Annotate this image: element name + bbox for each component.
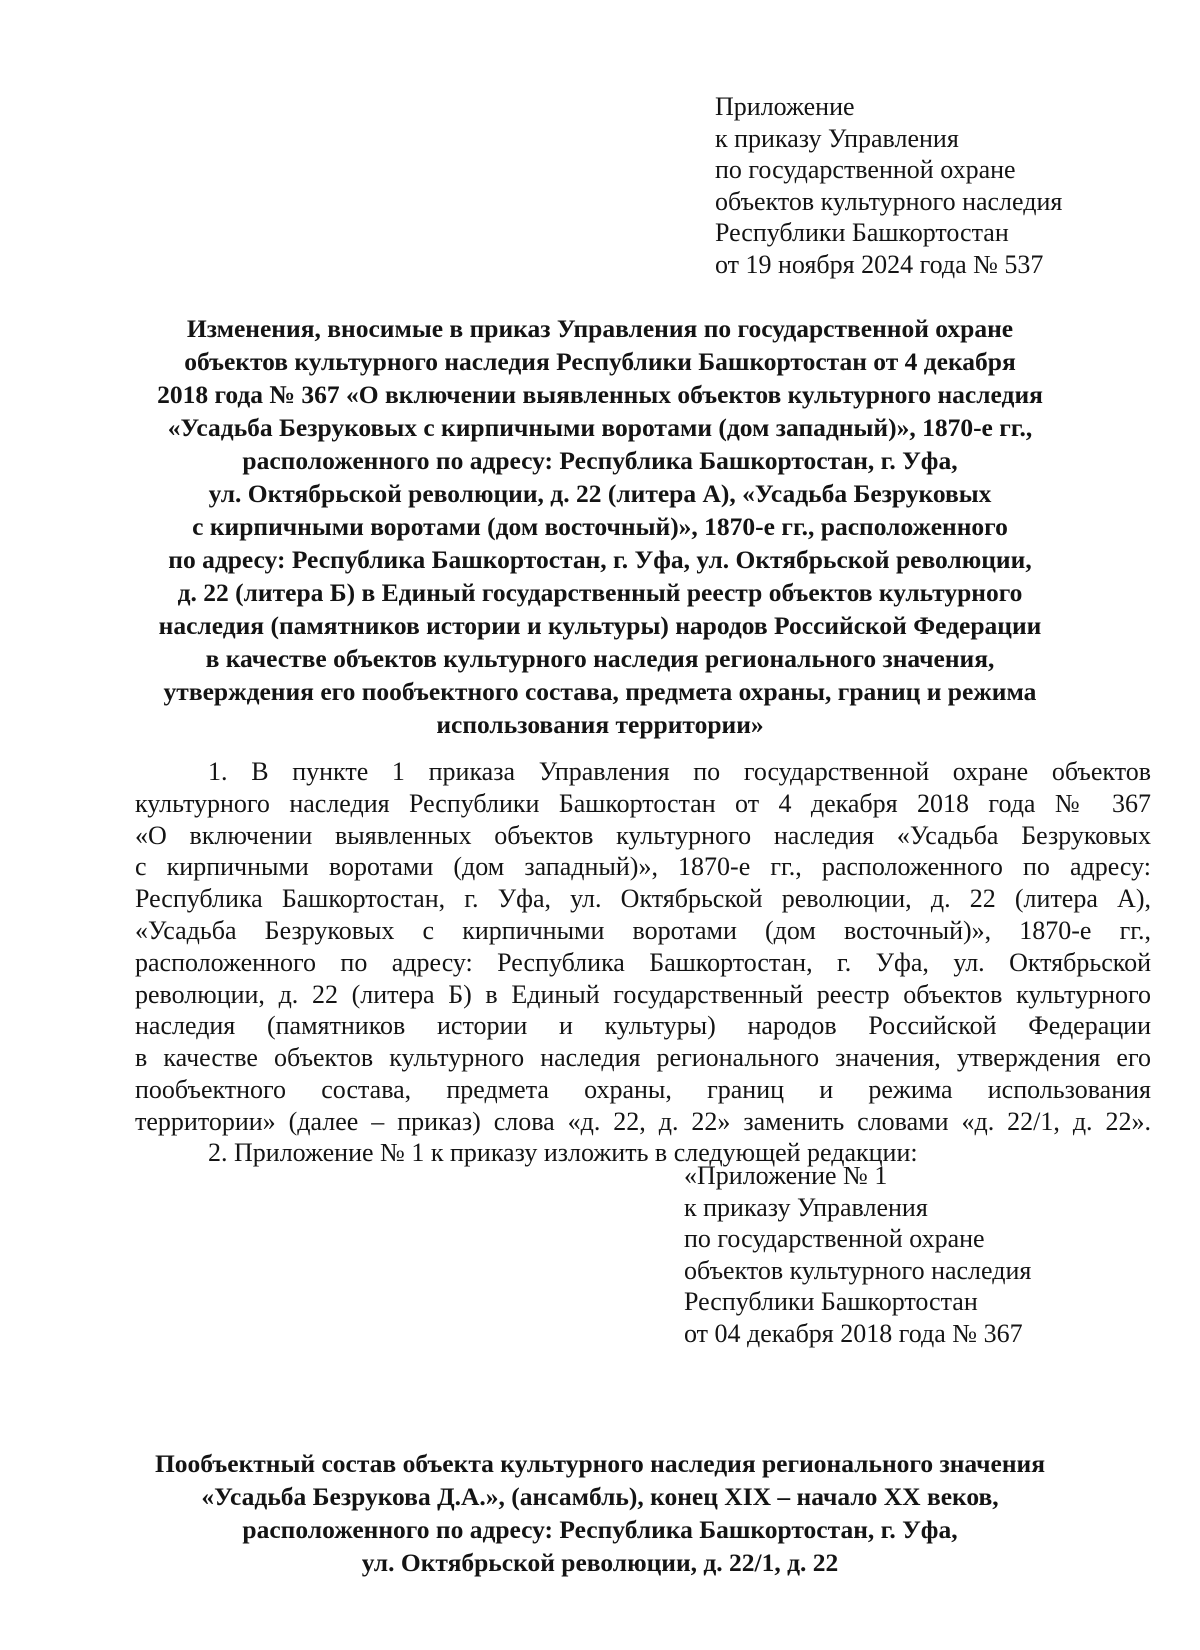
title-line: ул. Октябрьской революции, д. 22 (литера А), «Усадьба Безруковых xyxy=(208,479,992,508)
quoted-note-line: к приказу Управления xyxy=(684,1192,928,1222)
title-line: объектов культурного наследия Республики Башкортостан от 4 декабря xyxy=(184,347,1016,376)
title-line: 2018 года № 367 «О включении выявленных объектов культурного наследия xyxy=(157,380,1043,409)
title-line: «Усадьба Безруковых с кирпичными воротами (дом западный)», 1870-е гг., xyxy=(167,413,1033,442)
paragraph-line: с кирпичными воротами (дом западный)», 1870-е гг., расположенного по адресу: xyxy=(135,852,1151,882)
title-line: с кирпичными воротами (дом восточный)», 1870-е гг., расположенного xyxy=(192,512,1008,541)
title-line: расположенного по адресу: Республика Башкортостан, г. Уфа, xyxy=(242,446,958,475)
subtitle-line: расположенного по адресу: Республика Башкортостан, г. Уфа, xyxy=(242,1515,958,1544)
quoted-attachment-note xyxy=(684,1160,1031,1349)
title-line: Изменения, вносимые в приказ Управления по государственной охране xyxy=(186,314,1014,343)
attachment-note xyxy=(715,91,1062,280)
paragraph-line: пообъектного состава, предмета охраны, границ и режима использования xyxy=(135,1074,1151,1104)
paragraph-line: «Усадьба Безруковых с кирпичными воротами (дом восточный)», 1870-е гг., xyxy=(135,915,1151,945)
paragraph-1 xyxy=(135,756,1151,1138)
attachment-note-line: Республики Башкортостан xyxy=(715,218,1009,247)
composition-title xyxy=(130,1447,1070,1579)
paragraph-line: расположенного по адресу: Республика Башкортостан, г. Уфа, ул. Октябрьской xyxy=(135,947,1151,977)
paragraph-line: революции, д. 22 (литера Б) в Единый государственный реестр объектов культурного xyxy=(135,979,1151,1009)
title-line: в качестве объектов культурного наследия регионального значения, xyxy=(205,644,995,673)
quoted-note-line: Республики Башкортостан xyxy=(684,1287,978,1316)
title-line: наследия (памятников истории и культуры) народов Российской Федерации xyxy=(158,611,1042,640)
paragraph-line: наследия (памятников истории и культуры) народов Российской Федерации xyxy=(135,1011,1151,1041)
quoted-note-line: объектов культурного наследия xyxy=(684,1255,1032,1285)
quoted-note-line: по государственной охране xyxy=(684,1224,985,1253)
title-line: утверждения его пообъектного состава, предмета охраны, границ и режима xyxy=(163,677,1037,706)
paragraph-line: культурного наследия Республики Башкортостан от 4 декабря 2018 года № 367 xyxy=(135,788,1151,818)
paragraph-line: территории» (далее – приказ) слова «д. 22, д. 22» заменить словами «д. 22/1, д. 22». xyxy=(135,1106,1151,1136)
paragraph-line: Республика Башкортостан, г. Уфа, ул. Октябрьской революции, д. 22 (литера А), xyxy=(135,884,1151,914)
attachment-note-line: от 19 ноября 2024 года № 537 xyxy=(715,249,1044,279)
attachment-note-line: по государственной охране xyxy=(715,155,1016,184)
title-line: по адресу: Республика Башкортостан, г. Уфа, ул. Октябрьской революции, xyxy=(168,545,1032,574)
attachment-note-line: объектов культурного наследия xyxy=(715,186,1063,216)
subtitle-line: ул. Октябрьской революции, д. 22/1, д. 22 xyxy=(361,1548,839,1577)
paragraph-line: «О включении выявленных объектов культурного наследия «Усадьба Безруковых xyxy=(135,820,1151,850)
paragraph-line: в качестве объектов культурного наследия регионального значения, утверждения его xyxy=(135,1043,1151,1073)
subtitle-line: Пообъектный состав объекта культурного наследия регионального значения xyxy=(154,1449,1046,1478)
paragraph-line: 2. Приложение № 1 к приказу изложить в следующей редакции: xyxy=(208,1138,918,1167)
subtitle-line: «Усадьба Безрукова Д.А.», (ансамбль), конец XIX – начало XX веков, xyxy=(201,1482,999,1511)
quoted-note-line: «Приложение № 1 xyxy=(684,1161,888,1190)
title-line: использования территории» xyxy=(436,710,764,739)
quoted-note-line: от 04 декабря 2018 года № 367 xyxy=(684,1318,1023,1348)
attachment-note-line: к приказу Управления xyxy=(715,123,959,153)
attachment-note-line: Приложение xyxy=(715,92,855,121)
title-line: д. 22 (литера Б) в Единый государственный реестр объектов культурного xyxy=(177,578,1023,607)
paragraph-line: 1. В пункте 1 приказа Управления по государственной охране объектов xyxy=(208,757,1151,786)
document-title xyxy=(130,312,1070,741)
